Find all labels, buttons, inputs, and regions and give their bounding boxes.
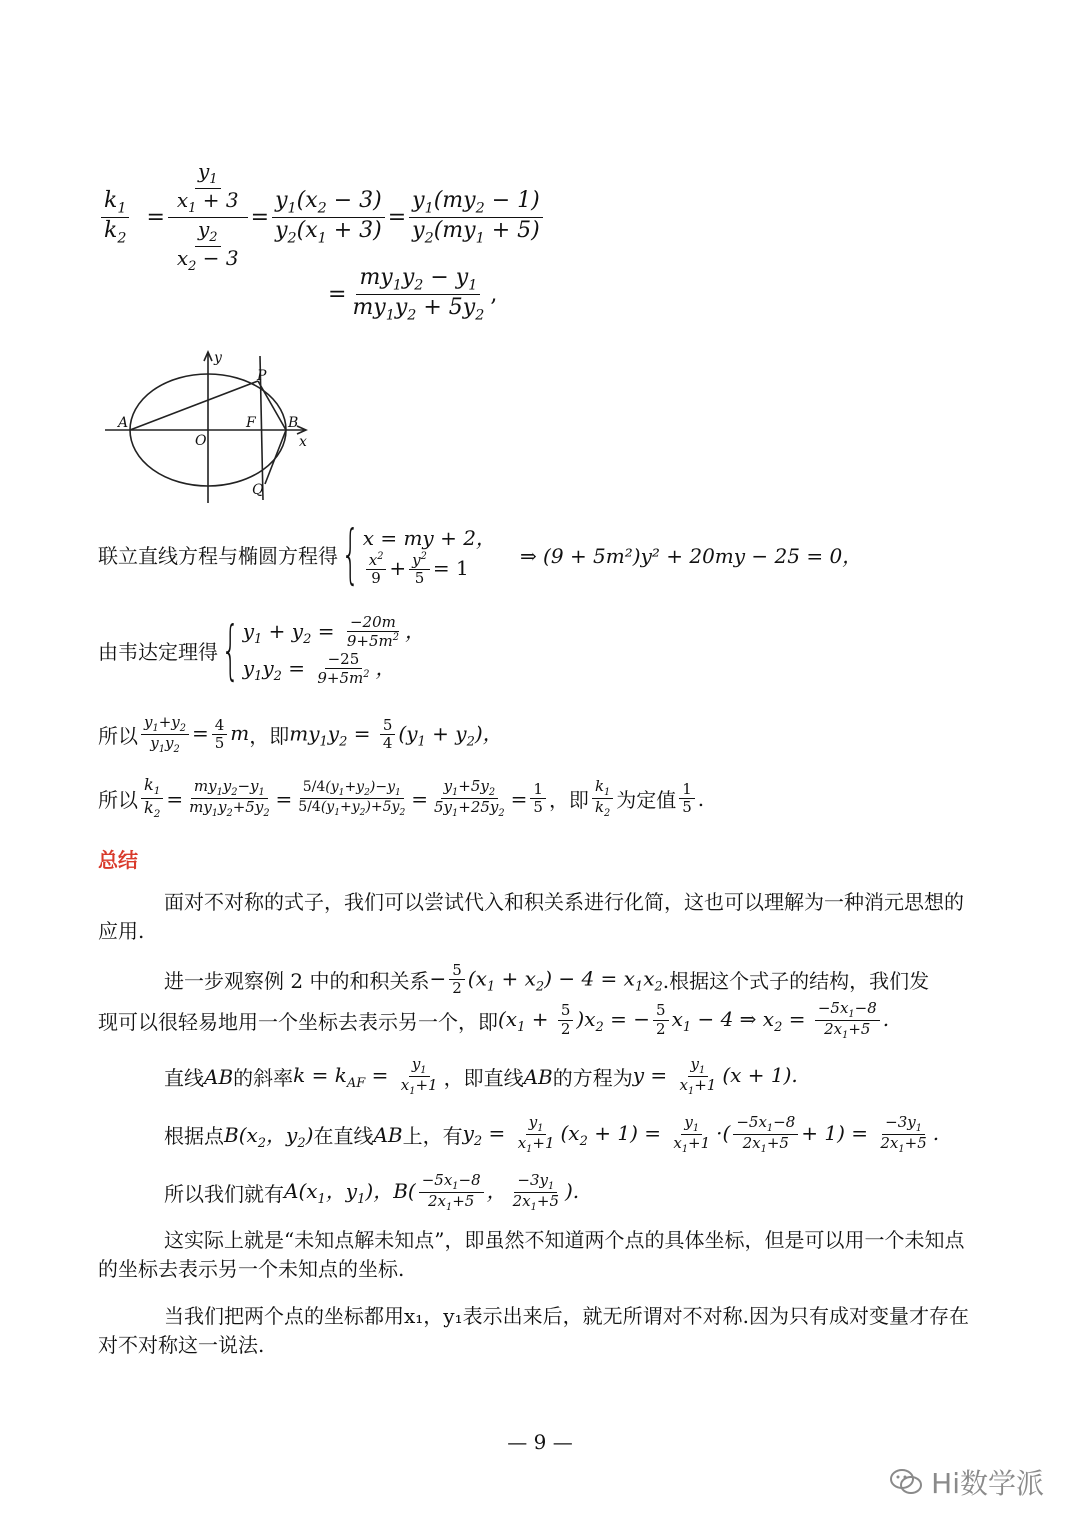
fig-label-P: P (257, 368, 267, 384)
fig-label-F: F (246, 415, 256, 431)
line-BQ (265, 430, 286, 484)
fig-label-x: x (299, 434, 307, 450)
fig-label-O: O (195, 433, 207, 449)
line-simultaneous: 联立直线方程与椭圆方程得 { x = my + 2， $\frac{x^2}{9}$ + $\frac{y^2}{5}$ = 1 ⇒ (9 + 5m²)y² + 20my − 25 = 0， (98, 517, 863, 592)
watermark-text: Hi数学派 (931, 1467, 1044, 1500)
line-vieta: 由韦达定理得 { $y_1 + y_2$ = $\frac{-20m}{9+5m^2}$ ， $y_1y_2$ = $\frac{-25}{9+5m^2}$ ， (98, 613, 425, 688)
ellipse-figure (100, 348, 315, 508)
p2-text-a: 进一步观察例 2 中的和积关系 (164, 969, 430, 994)
p2-text-b: .根据这个式子的结构，我们发 (662, 969, 930, 994)
p3-text-a: 直线 (164, 1066, 204, 1091)
section-title-summary: 总结 (98, 848, 138, 872)
summary-paragraph-4: 根据点 $B(x_2$，$y_2$) 在直线 AB 上，有 $y_2$ = $\frac{y_1}{x_1+1}$ $(x_2 + 1)$ = $\frac{y_1}{x_1+1}$ ·( $\frac{-5x_1-8}{2x_1+5}$ + 1) = $\frac{-3y_1}{2x_1+5}$ . (164, 1113, 940, 1156)
summary-paragraph-5: 所以我们就有 $A(x_1$，$y_1$)，B( $\frac{-5x_1-8}{2x_1+5}$ ， $\frac{-3y_1}{2x_1+5}$ ). (164, 1171, 580, 1214)
summary-paragraph-2: 进一步观察例 2 中的和积关系 − $\frac{5}{2}$ $(x_1 + x_2) - 4 = x_1x_2$ .根据这个式子的结构，我们发 现可以很轻易地用一个坐标去表示另一个，即 ($x_1$ + $\frac{5}{2}$ )$x_2$ = − $\frac{5}{2}$ $x_1 - 4$ ⇒ $x_2$ = $\frac{-5x_1-8}{2x_1+5}$ . (98, 961, 930, 1041)
p5-text-a: 所以我们就有 (164, 1182, 284, 1207)
fig-label-Q: Q (252, 482, 264, 498)
line-PB (258, 381, 286, 430)
summary-paragraph-7: 当我们把两个点的坐标都用x₁，y₁表示出来后，就无所谓对不对称.因为只有成对变量才存在对不对称这一说法. (98, 1304, 969, 1357)
fig-label-A: A (118, 415, 129, 431)
summary-paragraph-6: 这实际上就是“未知点解未知点”，即虽然不知道两个点的具体坐标，但是可以用一个未知点的坐标去表示另一个未知点的坐标. (98, 1228, 965, 1281)
watermark (889, 1462, 1044, 1502)
p2-text-c: 现可以很轻易地用一个坐标去表示另一个，即 (98, 1009, 498, 1034)
text-namely-2: ，即 (548, 788, 589, 813)
text-simultaneous: 联立直线方程与椭圆方程得 (98, 544, 338, 569)
p3-text-d: 的方程为 (552, 1066, 633, 1091)
fig-label-B: B (288, 415, 299, 431)
summary-paragraph-3: 直线 AB 的斜率 $k = k_{AF}$ = $\frac{y_1}{x_1+1}$ ，即直线 AB 的方程为 y = $\frac{y_1}{x_1+1}$ (x + 1). (164, 1055, 798, 1098)
p4-text-c: 上，有 (402, 1124, 463, 1149)
text-so-1: 所以 (98, 724, 138, 749)
p3-text-c: ，即直线 (443, 1066, 524, 1091)
p4-text-b: 在直线 (313, 1124, 374, 1149)
quadratic-result: ⇒ (9 + 5m²)y² + 20my − 25 = 0， (519, 544, 863, 569)
fig-label-y: y (214, 350, 222, 366)
text-constant: 为定值 (616, 788, 677, 813)
line-constant-value: 所以 $\frac{k_1}{k_2}$ = $\frac{my_1y_2-y_1}{my_1y_2+5y_2}$ = $\frac{5/4(y_1+y_2)-y_1}{5/4(y_1+y_2)+5y_2}$ = $\frac{y_1+5y_2}{5y_1+25y_2}$ = $\frac{1}{5}$ ，即 $\frac{k_1}{k_2}$ 为定值 $\frac{1}{5}$ . (98, 775, 705, 821)
line-AP (130, 381, 258, 430)
wechat-icon (889, 1467, 923, 1497)
p4-text-a: 根据点 (164, 1124, 224, 1149)
text-so-2: 所以 (98, 788, 138, 813)
text-vieta: 由韦达定理得 (98, 640, 218, 664)
equation-ratio-k1-k2: $\frac{k_1}{k_2}$ = $\frac{\frac{y_1}{x_1 + 3}}{\frac{y_2}{x_2 - 3}}$ = $\frac{y_1(x_2 - 3)}{y_2(x_1 + 3)}$ = $\frac{y_1(my_2 - 1)}{y_2(my_1 + 5)}$ (98, 160, 546, 275)
equation-ratio-simplified: = $\frac{my_1y_2 - y_1}{my_1y_2 + 5y_2}$ , (328, 265, 498, 324)
summary-paragraph-1: 面对不对称的式子，我们可以尝试代入和积关系进行化简，这也可以理解为一种消元思想的应用. (98, 890, 964, 943)
line-sum-product-relation: 所以 $\frac{y_1+y_2}{y_1y_2}$ = $\frac{4}{5}$ m ，即 $my_1y_2$ = $\frac{5}{4}$ $(y_1 + y_2)$， (98, 713, 503, 756)
p3-text-b: 的斜率 (233, 1066, 294, 1091)
text-namely-1: ，即 (249, 724, 290, 749)
page-number: — 9 — (507, 1430, 573, 1454)
